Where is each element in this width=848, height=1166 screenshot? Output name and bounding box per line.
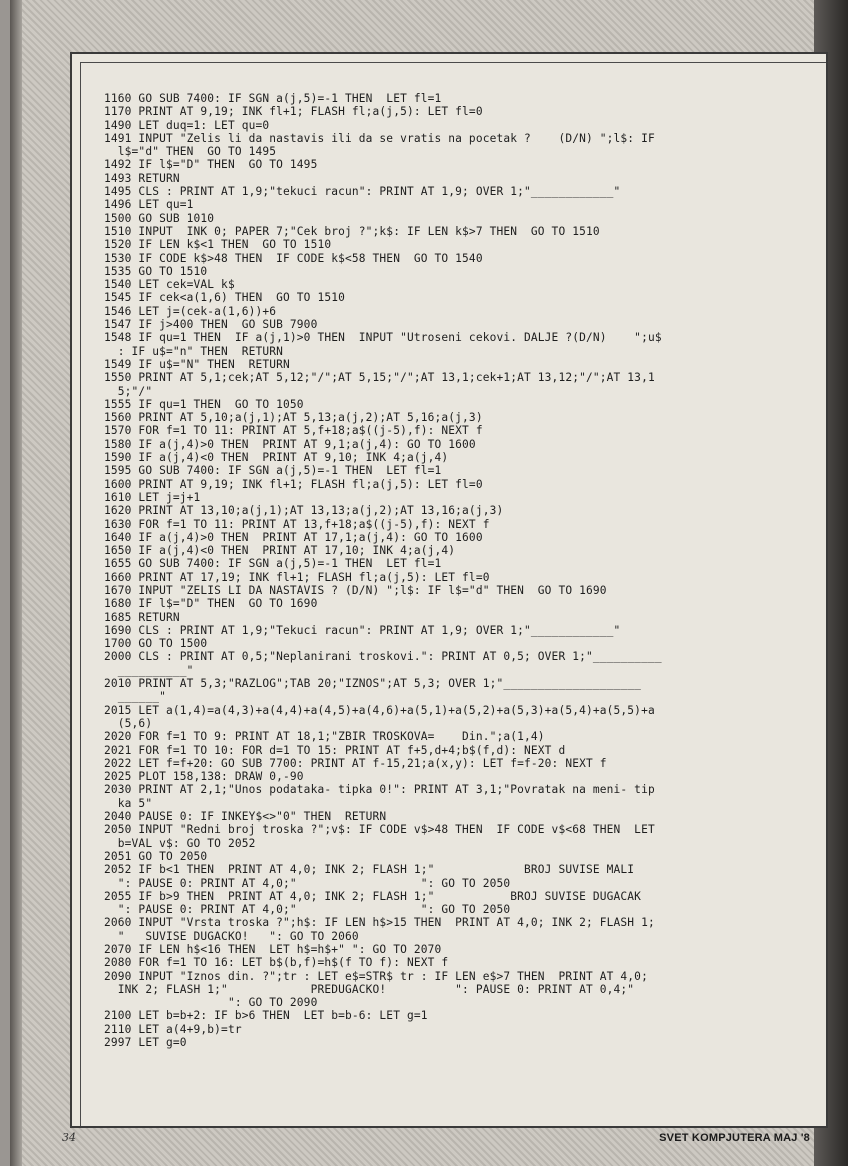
code-line: 2052 IF b<1 THEN PRINT AT 4,0; INK 2; FLASH 1;" BROJ SUVISE MALI bbox=[104, 863, 635, 877]
code-line: 2022 LET f=f+20: GO SUB 7700: PRINT AT f-15,21;a(x,y): LET f=f-20: NEXT f bbox=[104, 756, 607, 770]
code-line: 2060 INPUT "Vrsta troska ?";h$: IF LEN h$>15 THEN PRINT AT 4,0; INK 2; FLASH 1; bbox=[104, 916, 655, 930]
code-line: l$="d" THEN GO TO 1495 bbox=[104, 145, 277, 159]
code-line: 1700 GO TO 1500 bbox=[104, 637, 208, 651]
basic-program-listing bbox=[104, 92, 794, 1049]
code-line: 1535 GO TO 1510 bbox=[104, 264, 208, 278]
code-line: 1546 LET j=(cek-a(1,6))+6 bbox=[104, 304, 277, 318]
code-line: : IF u$="n" THEN RETURN bbox=[104, 344, 284, 358]
code-line: 1620 PRINT AT 13,10;a(j,1);AT 13,13;a(j,2);AT 13,16;a(j,3) bbox=[104, 504, 504, 518]
code-line: 2051 GO TO 2050 bbox=[104, 849, 208, 863]
code-line: 2070 IF LEN h$<16 THEN LET h$=h$+" ": GO TO 2070 bbox=[104, 943, 442, 956]
code-line: 2100 LET b=b+2: IF b>6 THEN LET b=b-6: LET g=1 bbox=[104, 1009, 428, 1023]
code-line: 2080 FOR f=1 TO 16: LET b$(b,f)=h$(f TO f): NEXT f bbox=[104, 956, 449, 970]
code-line: 2030 PRINT AT 2,1;"Unos podataka- tipka 0!": PRINT AT 3,1;"Povratak na meni- tip bbox=[104, 783, 655, 797]
code-line: 1690 CLS : PRINT AT 1,9;"Tekuci racun": PRINT AT 1,9; OVER 1;"____________" bbox=[104, 623, 621, 637]
code-line: 1540 LET cek=VAL k$ bbox=[104, 278, 235, 292]
code-line: 1491 INPUT "Zelis li da nastavis ili da se vratis na pocetak ? (D/N) ";l$: IF bbox=[104, 131, 655, 145]
code-line: 2020 FOR f=1 TO 9: PRINT AT 18,1;"ZBIR TROSKOVA= Din.";a(1,4) bbox=[104, 730, 545, 744]
code-line: 1500 GO SUB 1010 bbox=[104, 211, 215, 225]
code-line: 1685 RETURN bbox=[104, 610, 180, 624]
code-line: 1495 CLS : PRINT AT 1,9;"tekuci racun": PRINT AT 1,9; OVER 1;"____________" bbox=[104, 185, 621, 199]
code-line: 2040 PAUSE 0: IF INKEY$<>"0" THEN RETURN bbox=[104, 810, 387, 824]
code-line: ": PAUSE 0: PRINT AT 4,0;" ": GO TO 2050 bbox=[104, 876, 511, 890]
code-line: 1160 GO SUB 7400: IF SGN a(j,5)=-1 THEN LET fl=1 bbox=[104, 92, 442, 105]
code-line: 1655 GO SUB 7400: IF SGN a(j,5)=-1 THEN LET fl=1 bbox=[104, 557, 442, 571]
code-line: __________" bbox=[104, 663, 194, 677]
code-line: 1492 IF l$="D" THEN GO TO 1495 bbox=[104, 158, 318, 172]
code-line: 1493 RETURN bbox=[104, 171, 180, 185]
code-line: 1590 IF a(j,4)<0 THEN PRINT AT 9,10; INK 4;a(j,4) bbox=[104, 451, 449, 465]
code-line: 2000 CLS : PRINT AT 0,5;"Neplanirani troskovi.": PRINT AT 0,5; OVER 1;"__________ bbox=[104, 650, 662, 664]
code-line: 1600 PRINT AT 9,19; INK fl+1; FLASH fl;a(j,5): LET fl=0 bbox=[104, 477, 483, 491]
code-line: 1555 IF qu=1 THEN GO TO 1050 bbox=[104, 397, 304, 411]
code-line: 2015 LET a(1,4)=a(4,3)+a(4,4)+a(4,5)+a(4,6)+a(5,1)+a(5,2)+a(5,3)+a(5,4)+a(5,5)+a bbox=[104, 703, 655, 717]
code-line: 2055 IF b>9 THEN PRINT AT 4,0; INK 2; FLASH 1;" BROJ SUVISE DUGACAK bbox=[104, 889, 642, 903]
code-line: 1570 FOR f=1 TO 11: PRINT AT 5,f+18;a$((j-5),f): NEXT f bbox=[104, 424, 483, 438]
code-line: 1547 IF j>400 THEN GO SUB 7900 bbox=[104, 318, 318, 332]
code-line: ": PAUSE 0: PRINT AT 4,0;" ": GO TO 2050 bbox=[104, 903, 511, 917]
code-line: 1660 PRINT AT 17,19; INK fl+1; FLASH fl;a(j,5): LET fl=0 bbox=[104, 570, 490, 584]
code-line: 2025 PLOT 158,138: DRAW 0,-90 bbox=[104, 770, 304, 784]
code-line: b=VAL v$: GO TO 2052 bbox=[104, 836, 256, 850]
code-line: 1520 IF LEN k$<1 THEN GO TO 1510 bbox=[104, 238, 332, 252]
code-line: 1595 GO SUB 7400: IF SGN a(j,5)=-1 THEN LET fl=1 bbox=[104, 464, 442, 478]
code-line: 1549 IF u$="N" THEN RETURN bbox=[104, 357, 290, 371]
code-line: 2110 LET a(4+9,b)=tr bbox=[104, 1022, 242, 1036]
code-line: 1496 LET qu=1 bbox=[104, 198, 194, 212]
code-line: 1548 IF qu=1 THEN IF a(j,1)>0 THEN INPUT "Utroseni cekovi. DALJE ?(D/N) ";u$ bbox=[104, 331, 662, 345]
code-line: 1170 PRINT AT 9,19; INK fl+1; FLASH fl;a(j,5): LET fl=0 bbox=[104, 105, 483, 119]
code-line: ka 5" bbox=[104, 796, 153, 810]
code-line: 1680 IF l$="D" THEN GO TO 1690 bbox=[104, 597, 318, 611]
code-line: INK 2; FLASH 1;" PREDUGACKO! ": PAUSE 0: PRINT AT 0,4;" bbox=[104, 982, 635, 996]
code-line: 2010 PRINT AT 5,3;"RAZLOG";TAB 20;"IZNOS";AT 5,3; OVER 1;"____________________ bbox=[104, 677, 642, 691]
code-line: 1650 IF a(j,4)<0 THEN PRINT AT 17,10; INK 4;a(j,4) bbox=[104, 544, 456, 558]
page-spine bbox=[10, 0, 22, 1166]
code-line: 1530 IF CODE k$>48 THEN IF CODE k$<58 THEN GO TO 1540 bbox=[104, 251, 483, 265]
code-line: 1510 INPUT INK 0; PAPER 7;"Cek broj ?";k$: IF LEN k$>7 THEN GO TO 1510 bbox=[104, 224, 600, 238]
code-line: 1550 PRINT AT 5,1;cek;AT 5,12;"/";AT 5,15;"/";AT 13,1;cek+1;AT 13,12;"/";AT 13,1 bbox=[104, 371, 655, 385]
code-line: 1670 INPUT "ZELIS LI DA NASTAVIS ? (D/N) ";l$: IF l$="d" THEN GO TO 1690 bbox=[104, 583, 607, 597]
magazine-title: SVET KOMPJUTERA MAJ '8 bbox=[659, 1132, 810, 1144]
code-line: 1610 LET j=j+1 bbox=[104, 490, 201, 504]
code-line: 1560 PRINT AT 5,10;a(j,1);AT 5,13;a(j,2);AT 5,16;a(j,3) bbox=[104, 411, 483, 425]
code-line: 2090 INPUT "Iznos din. ?";tr : LET e$=STR$ tr : IF LEN e$>7 THEN PRINT AT 4,0; bbox=[104, 969, 648, 983]
code-line: " SUVISE DUGACKO! ": GO TO 2060 bbox=[104, 929, 359, 943]
code-line: 2021 FOR f=1 TO 10: FOR d=1 TO 15: PRINT AT f+5,d+4;b$(f,d): NEXT d bbox=[104, 743, 566, 757]
code-line: 5;"/" bbox=[104, 384, 153, 398]
code-line: (5,6) bbox=[104, 716, 153, 730]
code-line: 2997 LET g=0 bbox=[104, 1036, 187, 1050]
code-line: 1630 FOR f=1 TO 11: PRINT AT 13,f+18;a$((j-5),f): NEXT f bbox=[104, 517, 490, 531]
code-line: 1580 IF a(j,4)>0 THEN PRINT AT 9,1;a(j,4): GO TO 1600 bbox=[104, 437, 476, 451]
code-line: 1545 IF cek<a(1,6) THEN GO TO 1510 bbox=[104, 291, 345, 305]
code-line: ______" bbox=[104, 690, 166, 704]
code-line: 1490 LET duq=1: LET qu=0 bbox=[104, 118, 270, 132]
code-line: 1640 IF a(j,4)>0 THEN PRINT AT 17,1;a(j,4): GO TO 1600 bbox=[104, 530, 483, 544]
code-line: 2050 INPUT "Redni broj troska ?";v$: IF CODE v$>48 THEN IF CODE v$<68 THEN LET bbox=[104, 823, 655, 837]
code-line: ": GO TO 2090 bbox=[104, 996, 318, 1010]
page-number: 34 bbox=[62, 1131, 76, 1144]
